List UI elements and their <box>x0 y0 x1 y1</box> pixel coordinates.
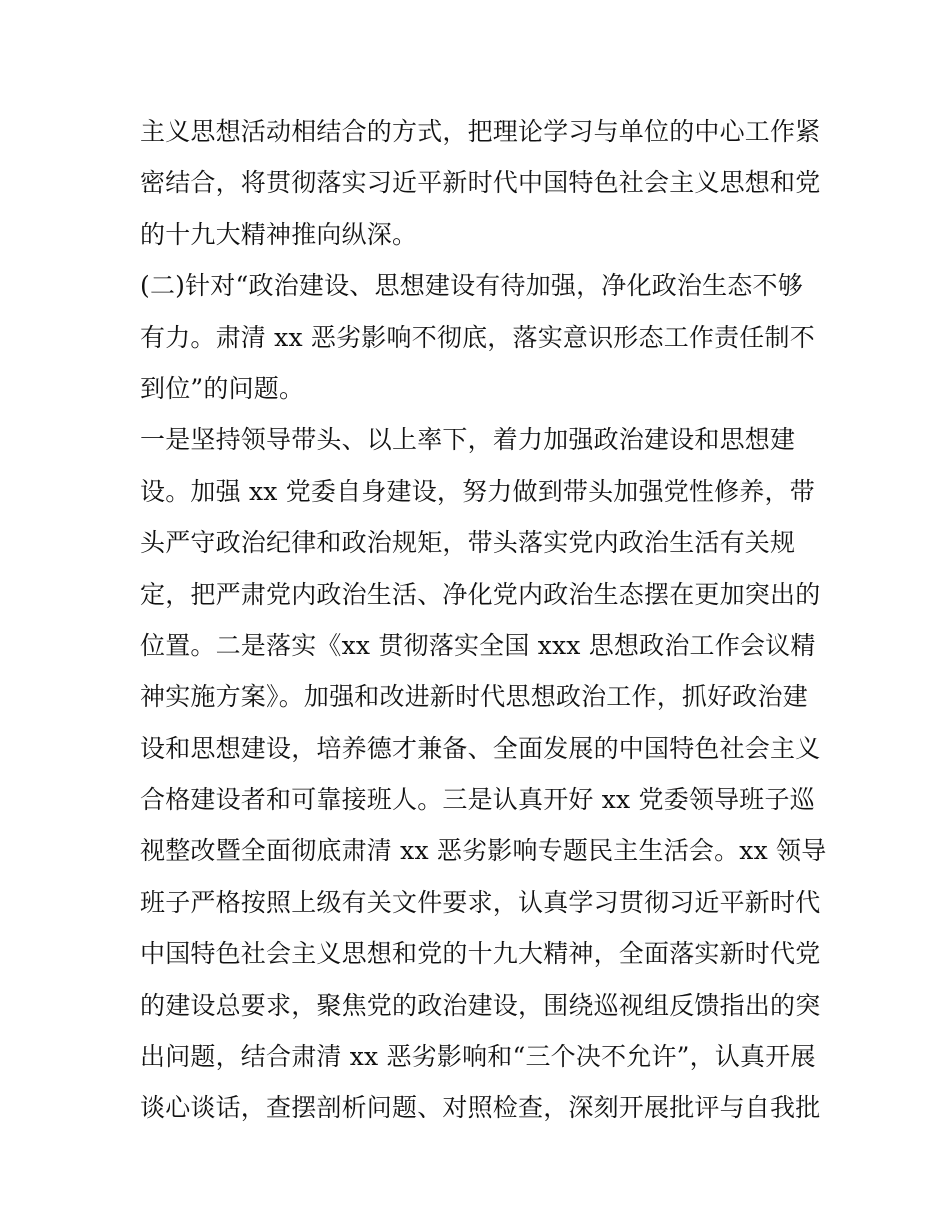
text-line: 头严守政治纪律和政治规矩，带头落实党内政治生活有关规 <box>140 528 796 558</box>
text-line: 密结合，将贯彻落实习近平新时代中国特色社会主义思想和党 <box>140 168 821 198</box>
text-line: 设。加强 xx 党委自身建设，努力做到带头加强党性修养，带 <box>140 476 815 506</box>
text-line: (二)针对“政治建设、思想建设有待加强，净化政治生态不够 <box>140 271 803 301</box>
text-line: 一是坚持领导带头、以上率下，着力加强政治建设和思想建 <box>140 425 796 455</box>
text-line: 的十九大精神推向纵深。 <box>140 219 418 249</box>
text-line: 位置。二是落实《xx 贯彻落实全国 xxx 思想政治工作会议精 <box>140 630 816 660</box>
document-body <box>140 106 830 1134</box>
text-line: 中国特色社会主义思想和党的十九大精神，全面落实新时代党 <box>140 939 821 969</box>
text-line: 出问题，结合肃清 xx 恶劣影响和“三个决不允许”，认真开展 <box>140 1042 816 1072</box>
text-line: 班子严格按照上级有关文件要求，认真学习贯彻习近平新时代 <box>140 887 821 917</box>
text-line: 神实施方案》。加强和改进新时代思想政治工作，抓好政治建 <box>140 682 808 712</box>
text-line: 有力。肃清 xx 恶劣影响不彻底，落实意识形态工作责任制不 <box>140 322 815 352</box>
text-line: 的建设总要求，聚焦党的政治建设，围绕巡视组反馈指出的突 <box>140 990 821 1020</box>
text-line: 视整改暨全面彻底肃清 xx 恶劣影响专题民主生活会。xx 领导 <box>140 836 827 866</box>
text-line: 定，把严肃党内政治生活、净化党内政治生态摆在更加突出的 <box>140 579 821 609</box>
text-line: 谈心谈话，查摆剖析问题、对照检查，深刻开展批评与自我批 <box>140 1093 821 1123</box>
text-line: 设和思想建设，培养德才兼备、全面发展的中国特色社会主义 <box>140 733 821 763</box>
text-line: 合格建设者和可靠接班人。三是认真开好 xx 党委领导班子巡 <box>140 785 815 815</box>
text-line: 主义思想活动相结合的方式，把理论学习与单位的中心工作紧 <box>140 117 821 146</box>
text-line: 到位”的问题。 <box>140 373 305 403</box>
